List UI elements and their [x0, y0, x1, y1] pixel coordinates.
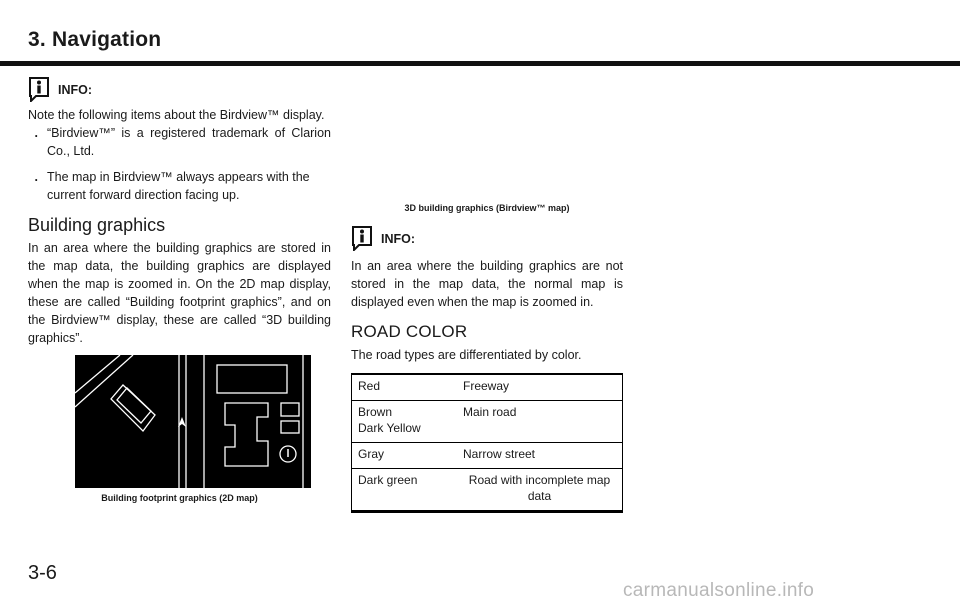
- table-row: [352, 443, 623, 469]
- map-drawing: [75, 355, 311, 488]
- bullet-text: “Birdview™” is a registered trademark of Clarion Co., Ltd.: [47, 126, 331, 158]
- middle-column: [351, 74, 623, 513]
- bullet-text: The map in Birdview™ always appears with the current forward direction facing up.: [47, 170, 310, 202]
- building-graphics-body: In an area where the building graphics are stored in the map data, the building graphics are displayed when the map is zoomed in. On the 2D map display, these are called “Building footprint graphics”, and on the Birdview™ display, these are called “3D building graphics”.: [28, 241, 331, 345]
- info-heading: [28, 74, 331, 104]
- section-title-building-graphics: Building graphics: [28, 215, 166, 235]
- section-title-road-color: ROAD COLOR: [351, 322, 468, 341]
- road-color-table: [351, 375, 623, 511]
- info-icon: [351, 225, 373, 251]
- table-row: [352, 375, 623, 401]
- bullet-marker: .: [34, 126, 38, 140]
- info-icon: [28, 76, 50, 102]
- list-item: [28, 124, 331, 160]
- info-text: In an area where the building graphics are not stored in the map data, the normal map is displayed even when the map is zoomed in.: [351, 259, 623, 309]
- building-footprint-map: [75, 355, 311, 488]
- info-heading: [351, 223, 623, 253]
- header-rule: [0, 61, 960, 66]
- road-type-cell: Main road: [457, 401, 623, 443]
- road-type-cell: Narrow street: [457, 443, 623, 469]
- road-color-table-wrap: [351, 373, 623, 513]
- road-color-cell: Brown Dark Yellow: [352, 401, 458, 443]
- page-title: 3. Navigation: [28, 28, 162, 51]
- watermark: carmanualsonline.info: [623, 580, 815, 601]
- road-color-intro: The road types are differentiated by color.: [351, 348, 582, 362]
- info-intro: Note the following items about the Birdview™ display.: [28, 108, 325, 122]
- table-row: [352, 469, 623, 511]
- road-color-cell: Red: [352, 375, 458, 401]
- left-column: [28, 74, 331, 507]
- figure-caption: 3D building graphics (Birdview™ map): [404, 203, 570, 213]
- figure-caption: Building footprint graphics (2D map): [101, 493, 258, 503]
- list-item: [28, 168, 331, 204]
- road-type-cell: Road with incomplete map data: [457, 469, 623, 511]
- bullet-marker: .: [34, 170, 38, 184]
- page-number: 3-6: [28, 562, 57, 584]
- road-type-cell: Freeway: [457, 375, 623, 401]
- road-color-cell: Dark green: [352, 469, 458, 511]
- table-row: [352, 401, 623, 443]
- road-color-cell: Gray: [352, 443, 458, 469]
- info-label: INFO:: [381, 232, 416, 246]
- info-label: INFO:: [58, 83, 93, 97]
